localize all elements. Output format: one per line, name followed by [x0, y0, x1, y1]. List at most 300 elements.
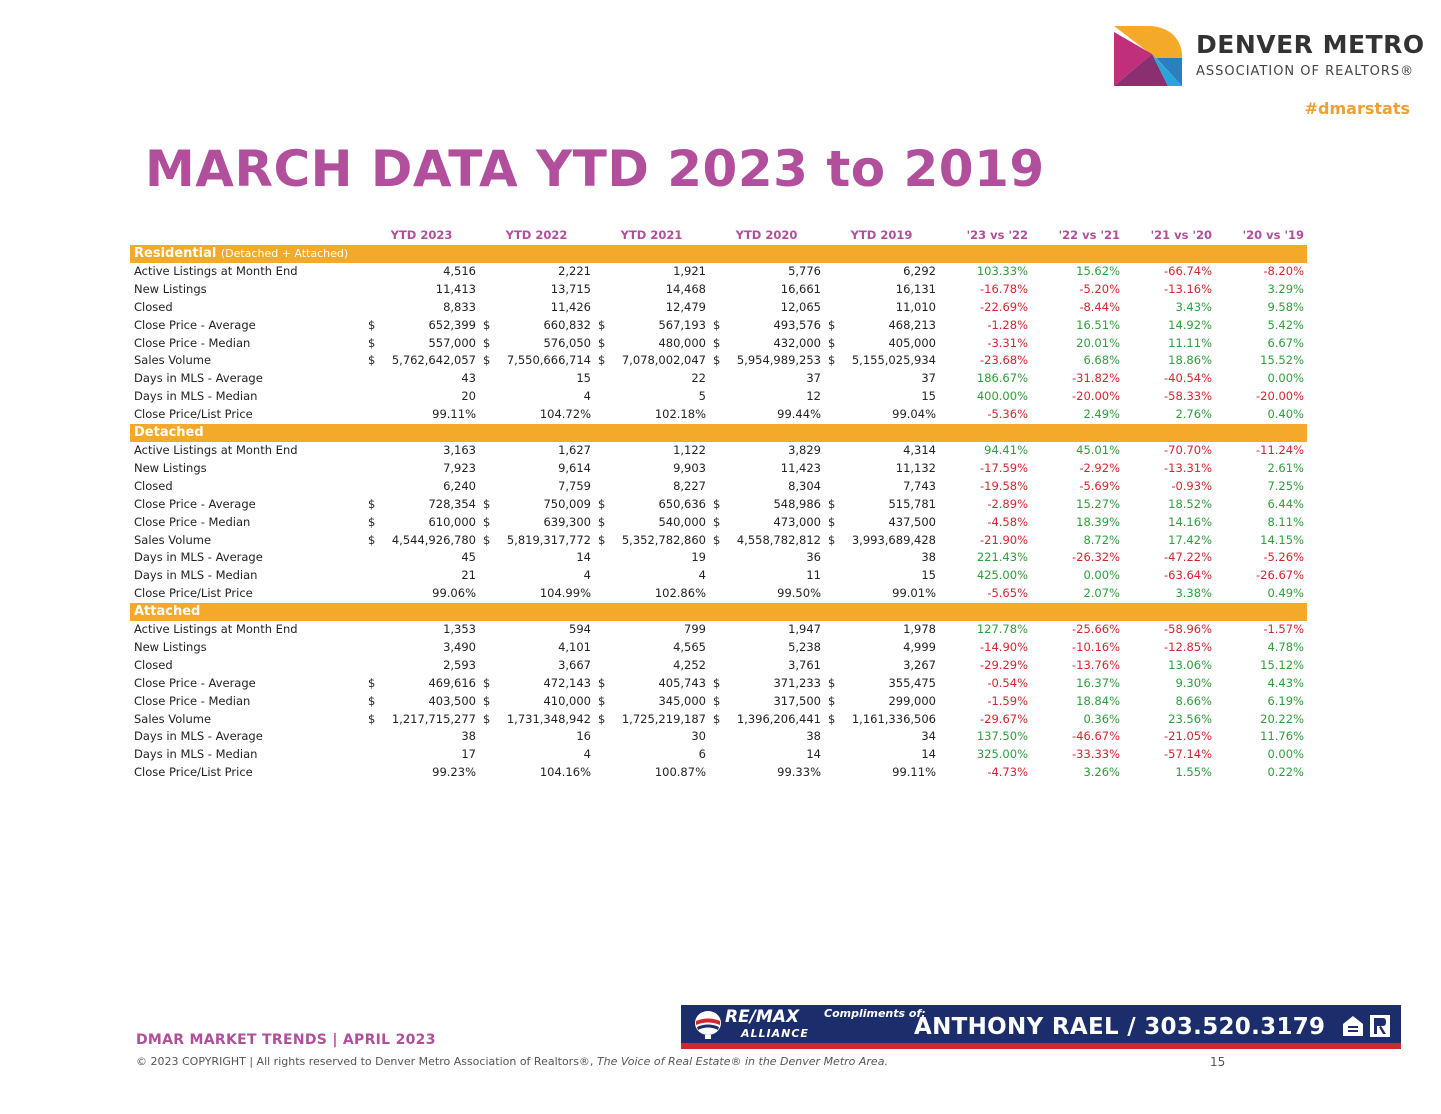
value-cell — [824, 460, 939, 478]
row-label: Sales Volume — [134, 353, 212, 368]
value-cell — [709, 496, 824, 514]
value-text: 6 — [698, 747, 706, 762]
value-cell — [364, 263, 479, 281]
row-label: Active Listings at Month End — [134, 442, 298, 457]
change-cell: 137.50% — [976, 729, 1028, 744]
value-cell — [479, 263, 594, 281]
section-title-cell — [130, 603, 1307, 621]
value-cell — [479, 567, 594, 585]
value-text: 21 — [461, 568, 476, 583]
agent-banner — [681, 1005, 1401, 1049]
value-text: 14 — [921, 747, 936, 762]
value-cell — [479, 711, 594, 729]
value-cell — [479, 728, 594, 746]
change-cell: -5.36% — [987, 407, 1028, 422]
dollar-sign: $ — [598, 496, 606, 511]
table-row — [130, 585, 1307, 603]
change-cell: -11.24% — [1256, 442, 1304, 457]
market-data-table — [130, 227, 1307, 782]
dollar-sign: $ — [483, 317, 491, 332]
value-text: 9,903 — [673, 460, 706, 475]
value-cell — [594, 299, 709, 317]
value-cell — [479, 406, 594, 424]
change-cell: 17.42% — [1168, 532, 1212, 547]
value-cell — [709, 746, 824, 764]
value-text: 468,213 — [888, 317, 936, 332]
footer-copyright — [136, 1055, 888, 1068]
row-label: New Listings — [134, 281, 207, 296]
change-cell: -10.16% — [1072, 639, 1120, 654]
value-text: 4,558,782,812 — [736, 532, 821, 547]
dollar-sign: $ — [368, 711, 376, 726]
change-cell: 4.78% — [1267, 639, 1304, 654]
value-text: 405,000 — [888, 335, 936, 350]
change-cell: 6.44% — [1267, 496, 1304, 511]
value-cell — [824, 549, 939, 567]
value-cell — [364, 764, 479, 782]
value-text: 34 — [921, 729, 936, 744]
value-text: 472,143 — [543, 675, 591, 690]
value-cell — [709, 693, 824, 711]
value-text: 3,761 — [788, 657, 821, 672]
value-text: 1,731,348,942 — [506, 711, 591, 726]
change-cell: 0.00% — [1267, 747, 1304, 762]
dollar-sign: $ — [598, 353, 606, 368]
value-cell — [594, 585, 709, 603]
value-cell — [709, 621, 824, 639]
value-text: 1,122 — [673, 442, 706, 457]
table-row — [130, 675, 1307, 693]
value-text: 473,000 — [773, 514, 821, 529]
change-cell: 5.42% — [1267, 317, 1304, 332]
value-text: 7,078,002,047 — [621, 353, 706, 368]
value-cell — [479, 496, 594, 514]
dollar-sign: $ — [828, 711, 836, 726]
change-cell: 9.30% — [1175, 675, 1212, 690]
value-cell — [709, 317, 824, 335]
org-subtitle: ASSOCIATION OF REALTORS® — [1196, 64, 1415, 79]
value-text: 8,227 — [673, 478, 706, 493]
value-text: 11,010 — [895, 299, 936, 314]
row-label: Close Price - Median — [134, 514, 251, 529]
value-text: 432,000 — [773, 335, 821, 350]
value-cell — [824, 764, 939, 782]
change-cell: -40.54% — [1164, 371, 1212, 386]
value-cell — [594, 478, 709, 496]
value-text: 750,009 — [543, 496, 591, 511]
value-cell — [594, 496, 709, 514]
value-text: 4 — [698, 568, 706, 583]
value-cell — [594, 764, 709, 782]
value-cell — [364, 352, 479, 370]
row-label: Close Price - Average — [134, 317, 256, 332]
dollar-sign: $ — [368, 335, 376, 350]
row-label: Days in MLS - Median — [134, 747, 258, 762]
dollar-sign: $ — [598, 675, 606, 690]
value-cell — [479, 585, 594, 603]
dollar-sign: $ — [713, 317, 721, 332]
org-name: DENVER METRO — [1196, 30, 1425, 59]
value-cell — [479, 370, 594, 388]
value-text: 2,593 — [443, 657, 476, 672]
table-row — [130, 460, 1307, 478]
dollar-sign: $ — [368, 532, 376, 547]
agent-contact: ANTHONY RAEL / 303.520.3179 — [914, 1014, 1326, 1040]
change-cell: 221.43% — [976, 550, 1028, 565]
value-text: 3,829 — [788, 442, 821, 457]
dollar-sign: $ — [598, 693, 606, 708]
change-cell: 18.86% — [1168, 353, 1212, 368]
value-text: 2,221 — [558, 263, 591, 278]
value-cell — [709, 263, 824, 281]
table-row — [130, 532, 1307, 550]
value-text: 22 — [691, 371, 706, 386]
change-cell: 23.56% — [1168, 711, 1212, 726]
value-text: 660,832 — [543, 317, 591, 332]
dollar-sign: $ — [598, 532, 606, 547]
value-text: 15 — [921, 568, 936, 583]
value-text: 4 — [583, 568, 591, 583]
change-cell: 3.29% — [1267, 281, 1304, 296]
value-cell — [824, 567, 939, 585]
column-header-row — [130, 227, 1307, 245]
table-row — [130, 657, 1307, 675]
change-cell: 325.00% — [976, 747, 1028, 762]
value-cell — [594, 549, 709, 567]
row-label: Close Price - Median — [134, 693, 251, 708]
value-cell — [594, 406, 709, 424]
change-cell: 6.19% — [1267, 693, 1304, 708]
value-cell — [594, 657, 709, 675]
dollar-sign: $ — [483, 675, 491, 690]
value-cell — [364, 442, 479, 460]
value-cell — [594, 746, 709, 764]
change-cell: 18.52% — [1168, 496, 1212, 511]
value-text: 299,000 — [888, 693, 936, 708]
value-cell — [479, 514, 594, 532]
change-cell: 7.25% — [1267, 478, 1304, 493]
value-cell — [364, 728, 479, 746]
value-cell — [709, 281, 824, 299]
change-cell: 9.58% — [1267, 299, 1304, 314]
value-text: 102.86% — [654, 586, 706, 601]
row-label: Days in MLS - Median — [134, 568, 258, 583]
dollar-sign: $ — [713, 711, 721, 726]
value-cell — [364, 478, 479, 496]
value-cell — [824, 496, 939, 514]
change-cell: 14.16% — [1168, 514, 1212, 529]
value-text: 371,233 — [773, 675, 821, 690]
value-cell — [824, 693, 939, 711]
change-cell: -20.00% — [1256, 389, 1304, 404]
change-cell: -4.73% — [987, 765, 1028, 780]
dollar-sign: $ — [828, 496, 836, 511]
value-cell — [824, 352, 939, 370]
value-text: 38 — [461, 729, 476, 744]
column-header: YTD 2019 — [850, 228, 913, 243]
table-row — [130, 263, 1307, 281]
value-text: 405,743 — [658, 675, 706, 690]
value-cell — [709, 406, 824, 424]
value-text: 4,544,926,780 — [391, 532, 476, 547]
value-text: 1,353 — [443, 622, 476, 637]
value-text: 30 — [691, 729, 706, 744]
value-cell — [824, 299, 939, 317]
dollar-sign: $ — [713, 496, 721, 511]
value-cell — [594, 281, 709, 299]
change-cell: 45.01% — [1076, 442, 1120, 457]
value-text: 650,636 — [658, 496, 706, 511]
change-cell: 11.76% — [1260, 729, 1304, 744]
value-cell — [594, 728, 709, 746]
dollar-sign: $ — [598, 317, 606, 332]
value-text: 5,238 — [788, 639, 821, 654]
value-text: 7,550,666,714 — [506, 353, 591, 368]
table-row — [130, 496, 1307, 514]
value-cell — [364, 335, 479, 353]
value-cell — [479, 675, 594, 693]
table-row — [130, 639, 1307, 657]
value-cell — [364, 388, 479, 406]
value-text: 3,267 — [903, 657, 936, 672]
change-cell: -20.00% — [1072, 389, 1120, 404]
value-cell — [364, 567, 479, 585]
value-text: 6,240 — [443, 478, 476, 493]
table-row — [130, 335, 1307, 353]
value-cell — [479, 299, 594, 317]
value-cell — [594, 317, 709, 335]
dollar-sign: $ — [713, 353, 721, 368]
value-text: 410,000 — [543, 693, 591, 708]
change-cell: -29.29% — [980, 657, 1028, 672]
dollar-sign: $ — [828, 532, 836, 547]
value-text: 4,565 — [673, 639, 706, 654]
value-text: 99.06% — [432, 586, 476, 601]
change-cell: 400.00% — [976, 389, 1028, 404]
value-text: 38 — [806, 729, 821, 744]
change-cell: -26.32% — [1072, 550, 1120, 565]
change-cell: -47.22% — [1164, 550, 1212, 565]
value-text: 99.11% — [432, 407, 476, 422]
remax-alliance: ALLIANCE — [741, 1027, 809, 1040]
section-title: Attached — [134, 604, 201, 620]
change-cell: 0.40% — [1267, 407, 1304, 422]
value-text: 1,725,219,187 — [621, 711, 706, 726]
value-text: 3,667 — [558, 657, 591, 672]
value-cell — [364, 299, 479, 317]
dollar-sign: $ — [713, 514, 721, 529]
value-text: 515,781 — [888, 496, 936, 511]
change-cell: -5.65% — [987, 586, 1028, 601]
value-text: 493,576 — [773, 317, 821, 332]
row-label: Close Price - Average — [134, 675, 256, 690]
change-cell: 15.12% — [1260, 657, 1304, 672]
value-text: 14 — [806, 747, 821, 762]
value-text: 16 — [576, 729, 591, 744]
change-cell: -0.54% — [987, 675, 1028, 690]
section-header-row — [130, 424, 1307, 442]
remax-balloon-icon — [693, 1010, 723, 1040]
change-cell: -5.26% — [1263, 550, 1304, 565]
section-title: Detached — [134, 425, 204, 441]
value-text: 102.18% — [654, 407, 706, 422]
value-text: 317,500 — [773, 693, 821, 708]
value-cell — [364, 281, 479, 299]
change-cell: 6.68% — [1083, 353, 1120, 368]
dollar-sign: $ — [828, 317, 836, 332]
change-cell: -8.20% — [1263, 263, 1304, 278]
value-text: 6,292 — [903, 263, 936, 278]
value-text: 728,354 — [428, 496, 476, 511]
value-cell — [479, 657, 594, 675]
value-text: 37 — [921, 371, 936, 386]
value-cell — [824, 711, 939, 729]
dollar-sign: $ — [368, 496, 376, 511]
footer-title: DMAR MARKET TRENDS | APRIL 2023 — [136, 1032, 436, 1048]
table-row — [130, 281, 1307, 299]
value-text: 594 — [569, 622, 591, 637]
change-cell: -3.31% — [987, 335, 1028, 350]
row-label: Close Price/List Price — [134, 765, 253, 780]
dollar-sign: $ — [713, 335, 721, 350]
value-text: 12 — [806, 389, 821, 404]
value-cell — [709, 728, 824, 746]
row-label: New Listings — [134, 639, 207, 654]
change-cell: 8.66% — [1175, 693, 1212, 708]
value-cell — [709, 711, 824, 729]
value-cell — [479, 693, 594, 711]
value-cell — [479, 388, 594, 406]
value-text: 14,468 — [665, 281, 706, 296]
value-cell — [709, 460, 824, 478]
change-cell: 94.41% — [984, 442, 1028, 457]
change-cell: -46.67% — [1072, 729, 1120, 744]
value-cell — [594, 514, 709, 532]
value-text: 403,500 — [428, 693, 476, 708]
value-cell — [594, 335, 709, 353]
value-cell — [709, 388, 824, 406]
value-text: 3,490 — [443, 639, 476, 654]
value-cell — [479, 442, 594, 460]
section-header-row — [130, 245, 1307, 263]
row-label: Days in MLS - Average — [134, 371, 263, 386]
value-cell — [709, 442, 824, 460]
change-cell: 0.00% — [1267, 371, 1304, 386]
change-cell: -26.67% — [1256, 568, 1304, 583]
dollar-sign: $ — [483, 335, 491, 350]
value-cell — [594, 675, 709, 693]
value-cell — [479, 335, 594, 353]
value-cell — [479, 746, 594, 764]
table-row — [130, 478, 1307, 496]
row-label: Close Price - Median — [134, 335, 251, 350]
value-text: 4 — [583, 747, 591, 762]
value-text: 99.01% — [892, 586, 936, 601]
row-label: Days in MLS - Average — [134, 550, 263, 565]
value-cell — [594, 693, 709, 711]
change-cell: -22.69% — [980, 299, 1028, 314]
value-cell — [364, 460, 479, 478]
change-cell: -13.76% — [1072, 657, 1120, 672]
value-cell — [594, 442, 709, 460]
value-cell — [709, 352, 824, 370]
dollar-sign: $ — [828, 514, 836, 529]
change-cell: -5.69% — [1079, 478, 1120, 493]
dollar-sign: $ — [598, 514, 606, 529]
change-cell: 3.38% — [1175, 586, 1212, 601]
change-cell: -21.90% — [980, 532, 1028, 547]
value-text: 12,479 — [665, 299, 706, 314]
row-label: Days in MLS - Median — [134, 389, 258, 404]
change-cell: -17.59% — [980, 460, 1028, 475]
value-text: 3,163 — [443, 442, 476, 457]
value-cell — [594, 460, 709, 478]
value-text: 567,193 — [658, 317, 706, 332]
value-cell — [594, 621, 709, 639]
value-cell — [709, 532, 824, 550]
table-row — [130, 711, 1307, 729]
value-cell — [594, 352, 709, 370]
change-cell: 16.37% — [1076, 675, 1120, 690]
value-cell — [824, 388, 939, 406]
row-label: Closed — [134, 299, 173, 314]
value-cell — [824, 478, 939, 496]
value-text: 5,776 — [788, 263, 821, 278]
value-cell — [824, 370, 939, 388]
dollar-sign: $ — [828, 675, 836, 690]
value-text: 17 — [461, 747, 476, 762]
value-text: 20 — [461, 389, 476, 404]
copyright-text: © 2023 COPYRIGHT | All rights reserved to Denver Metro Association of Realtors®, — [136, 1055, 594, 1068]
value-cell — [479, 281, 594, 299]
value-cell — [364, 675, 479, 693]
change-cell: -21.05% — [1164, 729, 1212, 744]
value-text: 45 — [461, 550, 476, 565]
change-cell: 1.55% — [1175, 765, 1212, 780]
change-cell: -13.31% — [1164, 460, 1212, 475]
value-cell — [479, 352, 594, 370]
value-cell — [479, 764, 594, 782]
value-cell — [364, 693, 479, 711]
change-cell: 0.36% — [1083, 711, 1120, 726]
change-cell: 0.00% — [1083, 568, 1120, 583]
dollar-sign: $ — [828, 335, 836, 350]
change-cell: 8.72% — [1083, 532, 1120, 547]
value-text: 99.11% — [892, 765, 936, 780]
value-text: 7,923 — [443, 460, 476, 475]
table-row — [130, 406, 1307, 424]
value-cell — [709, 335, 824, 353]
value-cell — [709, 478, 824, 496]
row-label: New Listings — [134, 460, 207, 475]
value-text: 8,304 — [788, 478, 821, 493]
dollar-sign: $ — [713, 532, 721, 547]
change-cell: 8.11% — [1267, 514, 1304, 529]
change-cell: 2.07% — [1083, 586, 1120, 601]
value-cell — [594, 532, 709, 550]
column-header: '23 vs '22 — [966, 228, 1028, 243]
value-text: 4 — [583, 389, 591, 404]
table-row — [130, 352, 1307, 370]
change-cell: 18.39% — [1076, 514, 1120, 529]
value-text: 799 — [684, 622, 706, 637]
value-cell — [594, 370, 709, 388]
row-label: Sales Volume — [134, 711, 212, 726]
row-label: Active Listings at Month End — [134, 622, 298, 637]
row-label: Close Price - Average — [134, 496, 256, 511]
value-text: 11 — [806, 568, 821, 583]
value-text: 540,000 — [658, 514, 706, 529]
